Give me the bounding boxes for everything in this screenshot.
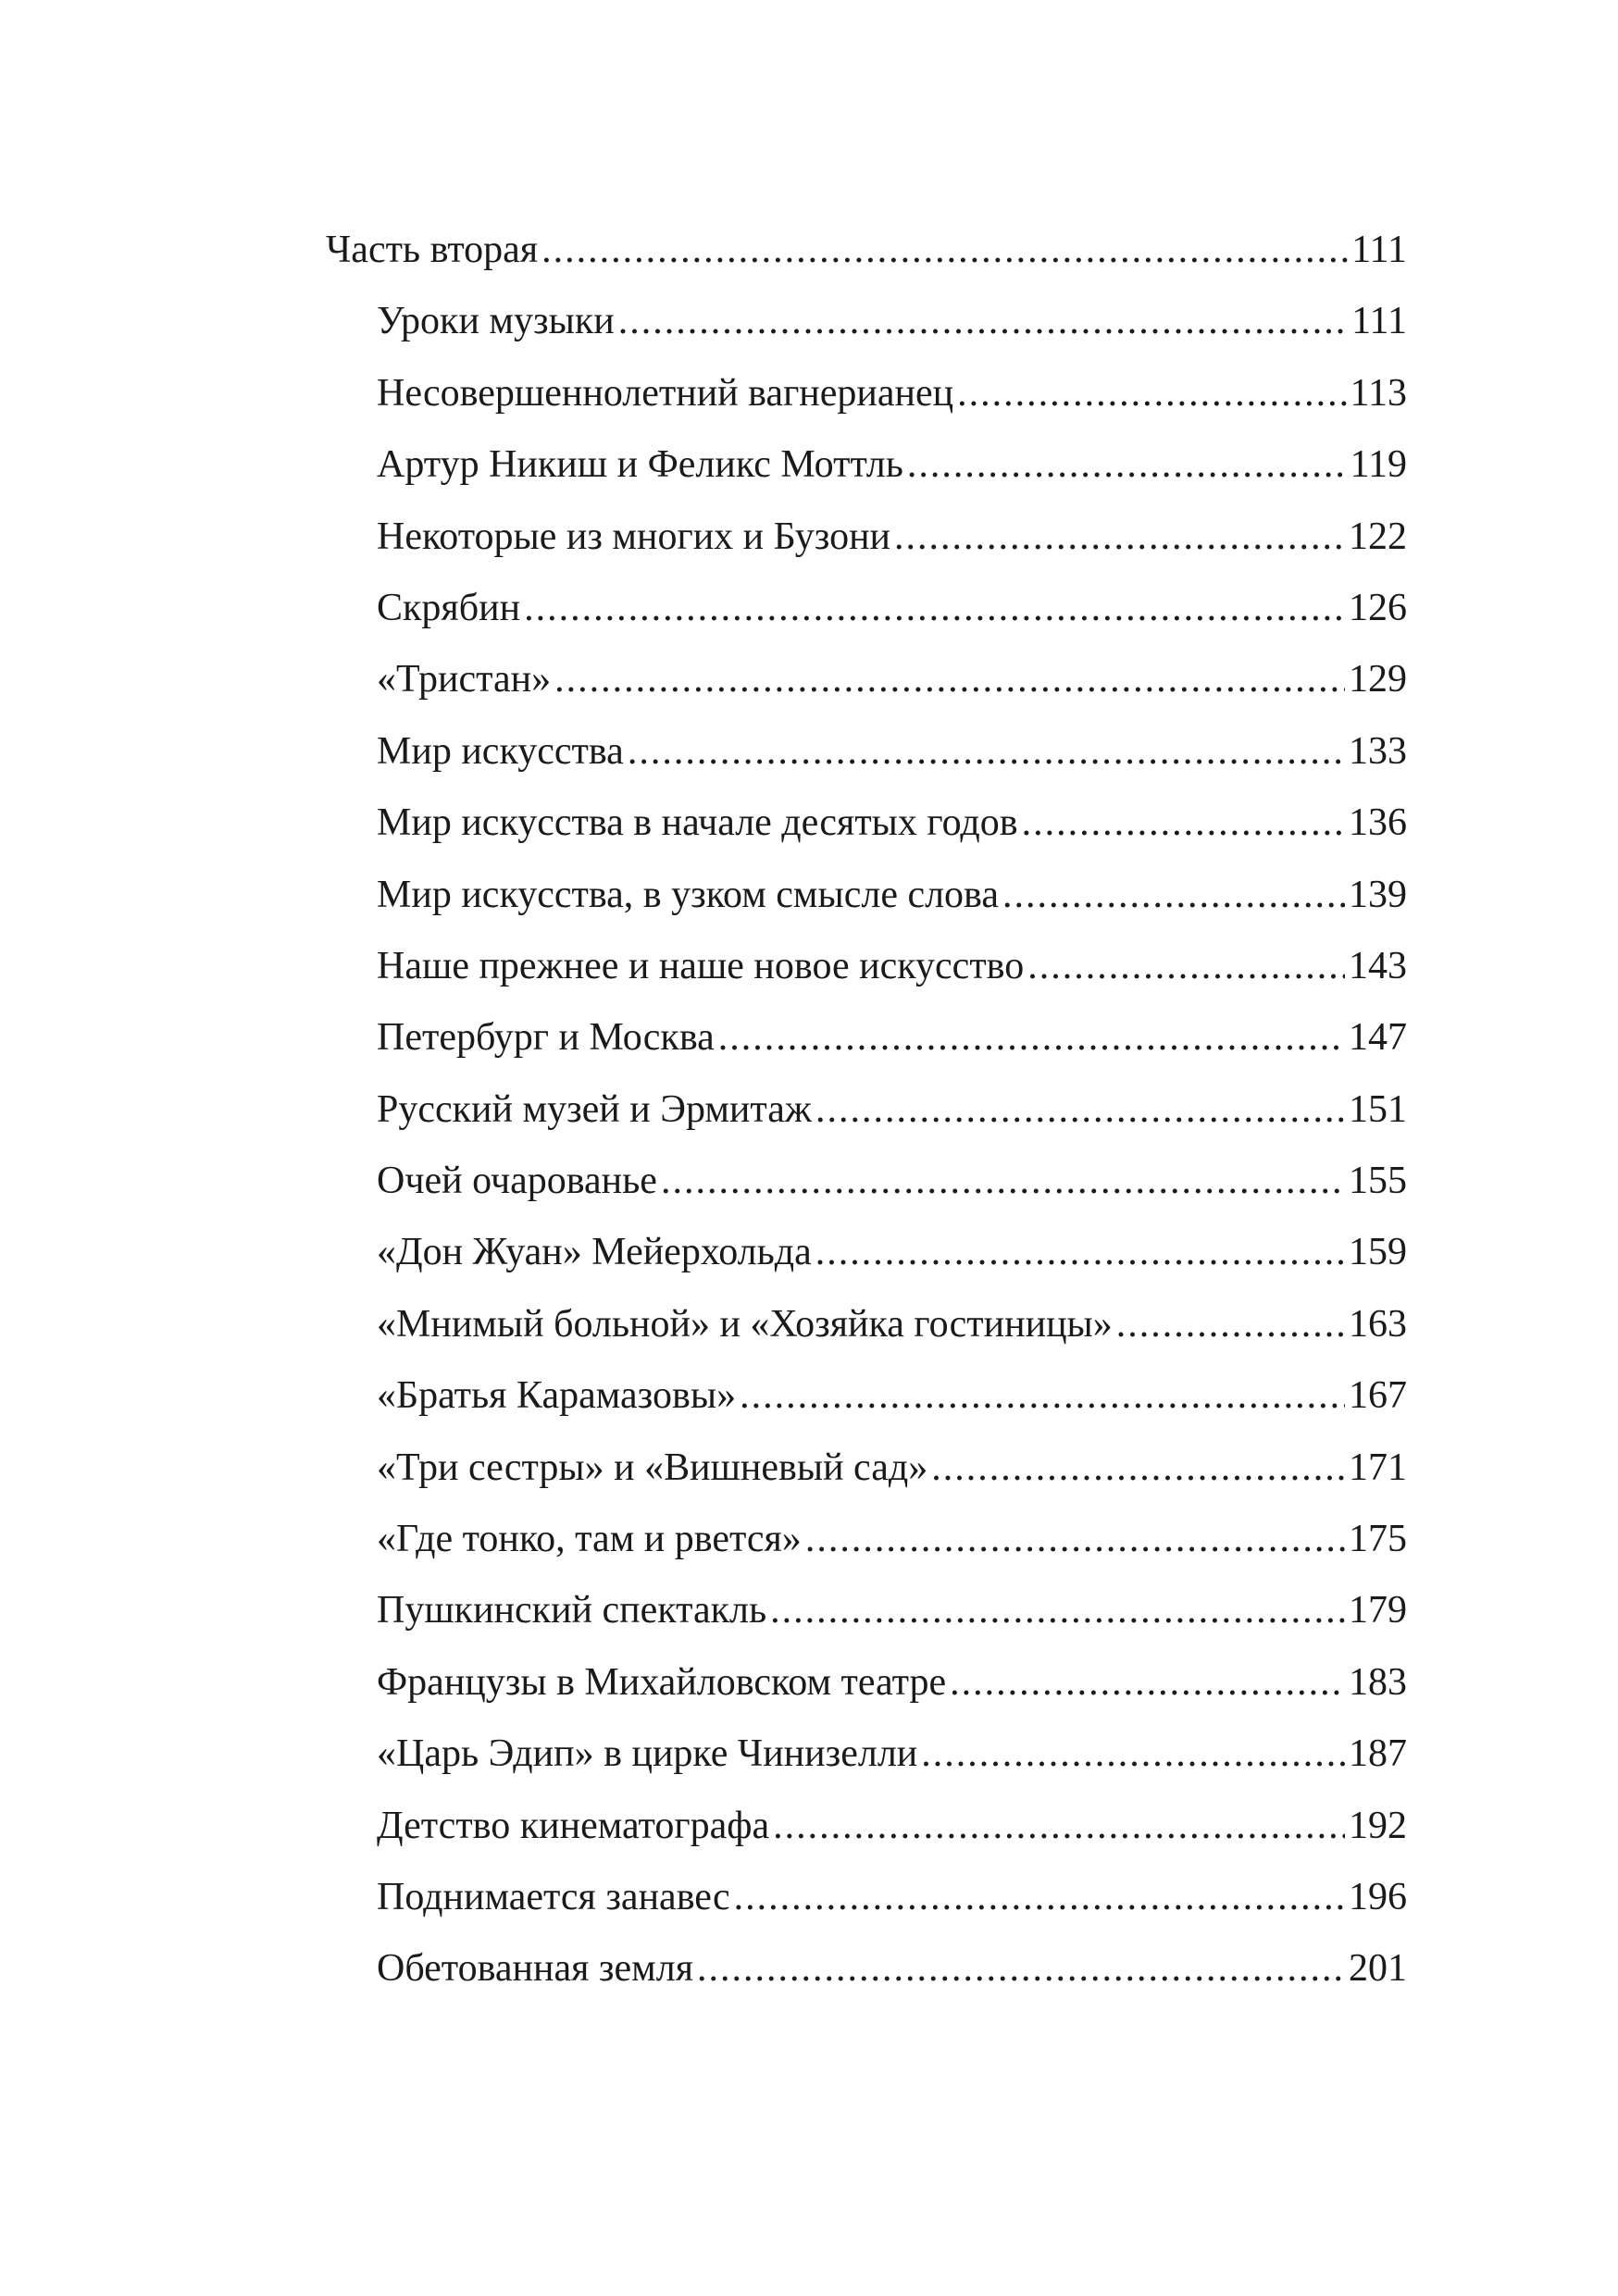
toc-part-heading xyxy=(326,215,1407,286)
dot-leader xyxy=(894,502,1345,573)
toc-entry-title: Мир искусства, в узком смысле слова xyxy=(377,873,999,916)
toc-entry xyxy=(326,286,1407,357)
toc-entry xyxy=(326,788,1407,859)
toc-entry xyxy=(326,1575,1407,1646)
toc-entry-page-number: 155 xyxy=(1349,1160,1407,1203)
toc-entry-title: Петербург и Москва xyxy=(377,1016,715,1060)
toc-entry-title: Русский музей и Эрмитаж xyxy=(377,1087,812,1131)
toc-entry-title: Часть вторая xyxy=(326,229,539,271)
toc-entry-page-number: 201 xyxy=(1349,1947,1407,1991)
table-of-contents xyxy=(326,215,1407,2005)
toc-entry-title: Уроки музыки xyxy=(377,300,615,343)
toc-entry-page-number: 136 xyxy=(1349,801,1407,845)
toc-entry xyxy=(326,931,1407,1002)
toc-entry xyxy=(326,716,1407,788)
toc-entry-page-number: 159 xyxy=(1349,1231,1407,1274)
dot-leader xyxy=(770,1575,1345,1646)
toc-entry xyxy=(326,502,1407,573)
dot-leader xyxy=(1027,931,1345,1002)
toc-entry xyxy=(326,1146,1407,1217)
dot-leader xyxy=(950,1647,1345,1719)
toc-entry xyxy=(326,573,1407,644)
dot-leader xyxy=(907,429,1347,501)
toc-entry-title: Мир искусства xyxy=(377,729,624,773)
dot-leader xyxy=(541,215,1348,286)
toc-entry-page-number: 111 xyxy=(1351,229,1407,271)
toc-entry-page-number: 167 xyxy=(1349,1374,1407,1418)
toc-entry-page-number: 122 xyxy=(1349,515,1407,558)
toc-entry xyxy=(326,358,1407,429)
toc-entry-title: «Три сестры» и «Вишневый сад» xyxy=(377,1446,928,1489)
dot-leader xyxy=(554,644,1345,715)
toc-entry-title: Очей очарованье xyxy=(377,1160,657,1203)
toc-entry-title: Детство кинематографа xyxy=(377,1804,770,1847)
toc-entry-page-number: 192 xyxy=(1349,1804,1407,1847)
dot-leader xyxy=(734,1862,1345,1933)
dot-leader xyxy=(1022,788,1345,859)
dot-leader xyxy=(718,1002,1345,1074)
toc-entry xyxy=(326,1504,1407,1575)
toc-entry-page-number: 111 xyxy=(1351,300,1407,343)
toc-entry xyxy=(326,1217,1407,1288)
dot-leader xyxy=(931,1433,1345,1504)
dot-leader xyxy=(805,1504,1345,1575)
toc-entry xyxy=(326,1360,1407,1432)
toc-entry xyxy=(326,429,1407,501)
toc-entry-title: Обетованная земля xyxy=(377,1947,694,1991)
toc-entry-page-number: 187 xyxy=(1349,1732,1407,1776)
toc-entry xyxy=(326,1791,1407,1862)
toc-entry xyxy=(326,1647,1407,1719)
dot-leader xyxy=(815,1217,1345,1288)
toc-entry-title: Французы в Михайловском театре xyxy=(377,1660,947,1704)
dot-leader xyxy=(957,358,1346,429)
toc-entry xyxy=(326,1719,1407,1790)
toc-entry-title: Мир искусства в начале десятых годов xyxy=(377,801,1018,845)
toc-entry-page-number: 129 xyxy=(1349,658,1407,701)
toc-entry-title: Наше прежнее и наше новое искусство xyxy=(377,944,1025,987)
dot-leader xyxy=(661,1146,1345,1217)
toc-entry-page-number: 196 xyxy=(1349,1875,1407,1918)
toc-entry-page-number: 113 xyxy=(1350,371,1407,415)
toc-entry-page-number: 126 xyxy=(1349,586,1407,629)
toc-entry-title: Скрябин xyxy=(377,586,521,629)
dot-leader xyxy=(740,1360,1345,1432)
dot-leader xyxy=(815,1074,1345,1146)
toc-entry-page-number: 163 xyxy=(1349,1302,1407,1346)
dot-leader xyxy=(697,1933,1345,2004)
toc-entry-title: «Где тонко, там и рвется» xyxy=(377,1518,802,1561)
toc-entry-page-number: 143 xyxy=(1349,944,1407,987)
toc-entry xyxy=(326,1074,1407,1146)
toc-entry-page-number: 119 xyxy=(1350,443,1407,487)
dot-leader xyxy=(628,716,1345,788)
dot-leader xyxy=(618,286,1348,357)
toc-entry-page-number: 139 xyxy=(1349,873,1407,916)
toc-entry-page-number: 179 xyxy=(1349,1589,1407,1632)
toc-entry-page-number: 175 xyxy=(1349,1518,1407,1561)
toc-entry-title: Несовершеннолетний вагнерианец xyxy=(377,371,954,415)
toc-entry-title: Поднимается занавес xyxy=(377,1875,730,1918)
toc-entry xyxy=(326,1002,1407,1074)
toc-entry-page-number: 151 xyxy=(1349,1087,1407,1131)
toc-entry xyxy=(326,1862,1407,1933)
toc-entry-title: Некоторые из многих и Бузони xyxy=(377,515,891,558)
dot-leader xyxy=(524,573,1345,644)
toc-entry xyxy=(326,1433,1407,1504)
toc-entry xyxy=(326,1933,1407,2004)
toc-entry xyxy=(326,860,1407,931)
toc-entry-page-number: 183 xyxy=(1349,1660,1407,1704)
dot-leader xyxy=(1002,860,1345,931)
toc-entry xyxy=(326,644,1407,715)
toc-entry-title: «Братья Карамазовы» xyxy=(377,1374,737,1418)
toc-entry-page-number: 133 xyxy=(1349,729,1407,773)
toc-entry-title: «Дон Жуан» Мейерхольда xyxy=(377,1231,812,1274)
toc-entry-title: «Тристан» xyxy=(377,658,552,701)
dot-leader xyxy=(1116,1289,1345,1360)
dot-leader xyxy=(773,1791,1345,1862)
toc-entry-title: «Мнимый больной» и «Хозяйка гостиницы» xyxy=(377,1302,1113,1346)
toc-entry-page-number: 147 xyxy=(1349,1016,1407,1060)
toc-entry-title: Пушкинский спектакль xyxy=(377,1589,767,1632)
dot-leader xyxy=(921,1719,1345,1790)
toc-entry xyxy=(326,1289,1407,1360)
toc-entry-title: Артур Никиш и Феликс Моттль xyxy=(377,443,903,487)
toc-entry-page-number: 171 xyxy=(1349,1446,1407,1489)
toc-entry-title: «Царь Эдип» в цирке Чинизелли xyxy=(377,1732,918,1776)
